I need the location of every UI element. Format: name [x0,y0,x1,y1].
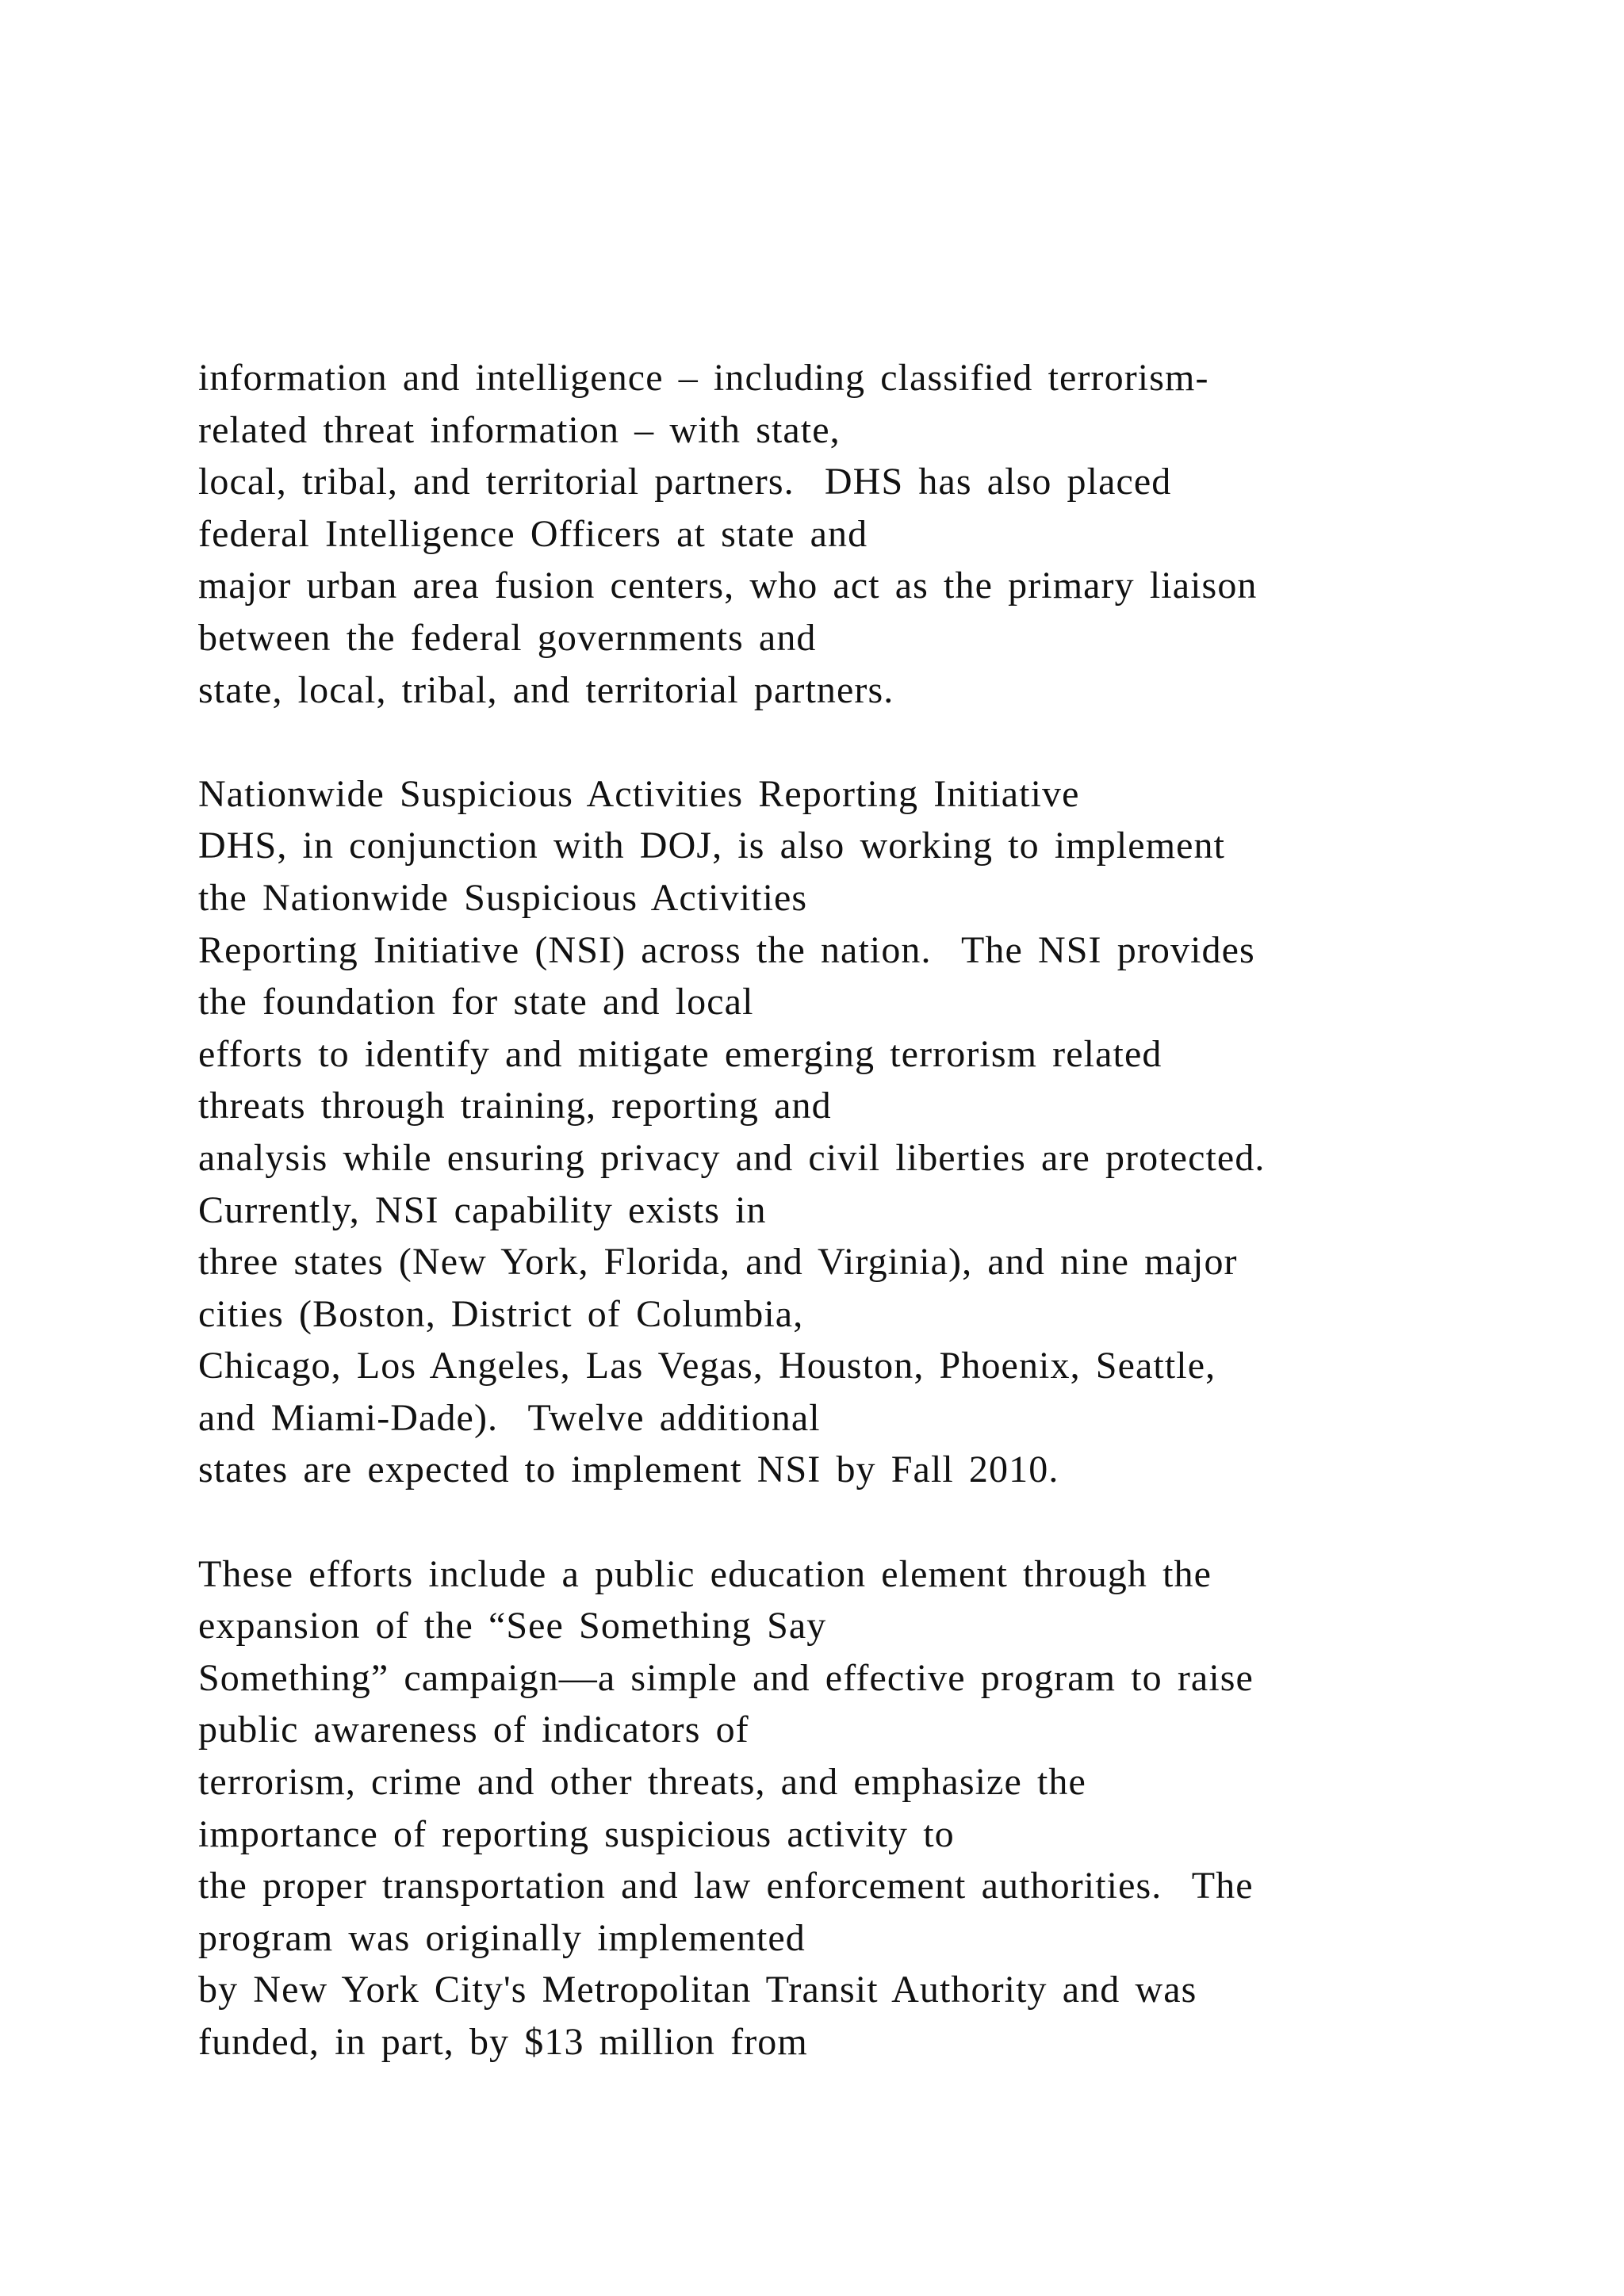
paragraph-intelligence-sharing [198,352,1546,716]
text-line: related threat information – with state, [198,408,841,451]
text-line: between the federal governments and [198,616,817,659]
text-line: three states (New York, Florida, and Virginia), and nine major [198,1241,1238,1284]
text-line: efforts to identify and mitigate emerging terrorism related [198,1032,1162,1075]
text-line: local, tribal, and territorial partners. DHS has also placed [198,461,1172,503]
text-line: threats through training, reporting and [198,1085,832,1127]
text-line: analysis while ensuring privacy and civil liberties are protected. [198,1136,1266,1179]
text-line: expansion of the “See Something Say [198,1605,827,1647]
text-line: federal Intelligence Officers at state and [198,512,868,555]
text-line: cities (Boston, District of Columbia, [198,1292,804,1335]
text-line: the Nationwide Suspicious Activities [198,876,808,919]
text-line: public awareness of indicators of [198,1709,749,1751]
text-line: funded, in part, by $13 million from [198,2021,808,2063]
text-line: Chicago, Los Angeles, Las Vegas, Houston, Phoenix, Seattle, [198,1345,1216,1387]
text-line: states are expected to implement NSI by Fall 2010. [198,1448,1059,1491]
text-line: Reporting Initiative (NSI) across the nation. The NSI provides [198,928,1255,971]
text-line: and Miami-Dade). Twelve additional [198,1396,821,1439]
paragraph-nsi [198,768,1546,1496]
text-line: major urban area fusion centers, who act as the primary liaison [198,564,1258,607]
paragraph-public-education [198,1548,1546,2068]
text-line: the foundation for state and local [198,981,754,1024]
paragraph-spacer [198,1496,1546,1548]
text-line: by New York City's Metropolitan Transit Authority and was [198,1969,1197,2011]
text-line: importance of reporting suspicious activity to [198,1812,955,1855]
text-line: state, local, tribal, and territorial partners. [198,668,894,711]
text-line: Something” campaign—a simple and effective program to raise [198,1656,1254,1699]
text-line: program was originally implemented [198,1916,806,1959]
text-line: terrorism, crime and other threats, and emphasize the [198,1761,1086,1804]
paragraph-spacer [198,716,1546,768]
section-heading: Nationwide Suspicious Activities Reporting Initiative [198,772,1080,815]
text-line: the proper transportation and law enforcement authorities. The [198,1865,1254,1908]
document-body [198,352,1546,2068]
text-line: DHS, in conjunction with DOJ, is also working to implement [198,825,1226,867]
text-line: These efforts include a public education element through the [198,1552,1212,1595]
text-line: information and intelligence – including classified terrorism- [198,357,1209,399]
text-line: Currently, NSI capability exists in [198,1188,767,1231]
